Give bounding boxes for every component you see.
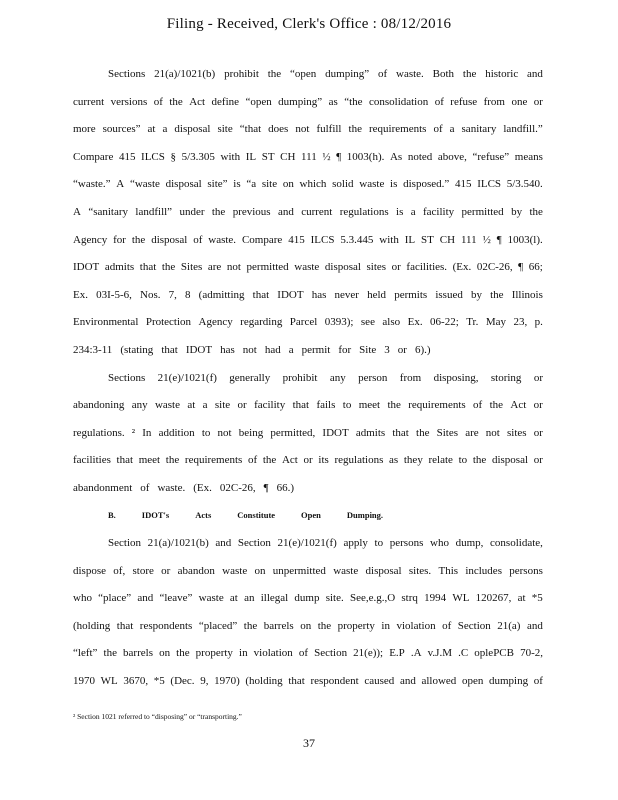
text-line: abandoning any waste at a site or facility that fails to meet the requirements of the Act or (73, 399, 543, 412)
text-line: “left” the barrels on the property in violation of Section 21(e)); E.P .A v.J.M .C oplePCB 70-2, (73, 647, 543, 660)
text-line: IDOT admits that the Sites are not permitted waste disposal sites or facilities. (Ex. 02C-26, ¶ 66; (73, 261, 543, 274)
text-line: 1970 WL 3670, *5 (Dec. 9, 1970) (holding that respondent caused and allowed open dumping of (73, 675, 543, 688)
text-line: current versions of the Act define “open dumping” as “the consolidation of refuse from one or (73, 95, 543, 108)
text-line: abandonment of waste. (Ex. 02C-26, ¶ 66.) (73, 481, 295, 494)
filing-header: Filing - Received, Clerk's Office : 08/12/2016 (166, 16, 452, 32)
text-line: Sections 21(e)/1021(f) generally prohibit any person from disposing, storing or (108, 371, 543, 384)
text-line: regulations. ² In addition to not being permitted, IDOT admits that the Sites are not sites or (73, 426, 543, 439)
footnote: ² Section 1021 referred to “disposing” or “transporting.” (73, 712, 242, 721)
text-line: Sections 21(a)/1021(b) prohibit the “open dumping” of waste. Both the historic and (108, 68, 543, 80)
text-line: A “sanitary landfill” under the previous and current regulations is a facility permitted by the (73, 205, 543, 218)
text-line: “waste.” A “waste disposal site” is “a site on which solid waste is disposed.” 415 ILCS 5/3.540. (73, 178, 543, 191)
text-line: facilities that meet the requirements of the Act or its regulations as they relate to the disposal or (73, 454, 543, 467)
text-line: 234:3-11 (stating that IDOT has not had a permit for Site 3 or 6).) (73, 343, 431, 356)
text-line: (holding that respondents “placed” the barrels on the property in violation of Section 21(a) and (73, 619, 543, 632)
text-line: Ex. 03I-5-6, Nos. 7, 8 (admitting that IDOT has never held permits issued by the Illinois (73, 288, 543, 301)
page-number: 37 (303, 736, 315, 750)
text-line: Environmental Protection Agency regarding Parcel 0393); see also Ex. 06-22; Tr. May 23, p. (73, 316, 543, 329)
text-line: who “place” and “leave” waste at an illegal dump site. See,e.g.,O strq 1994 WL 120267, at *5 (73, 592, 543, 605)
text-line: Section 21(a)/1021(b) and Section 21(e)/1021(f) apply to persons who dump, consolidate, (108, 537, 543, 550)
text-line: dispose of, store or abandon waste on unpermitted waste disposal sites. This includes persons (73, 564, 543, 577)
text-line: Agency for the disposal of waste. Compare 415 ILCS 5.3.445 with IL ST CH 111 ½ ¶ 1003(l). (73, 233, 543, 246)
section-heading: B. IDOT's Acts Constitute Open Dumping. (108, 509, 384, 520)
text-line: Compare 415 ILCS § 5/3.305 with IL ST CH 111 ½ ¶ 1003(h). As noted above, “refuse” means (73, 150, 543, 163)
body-text (73, 68, 543, 703)
text-line: more sources” at a disposal site “that does not fulfill the requirements of a sanitary landfill.” (73, 123, 543, 136)
